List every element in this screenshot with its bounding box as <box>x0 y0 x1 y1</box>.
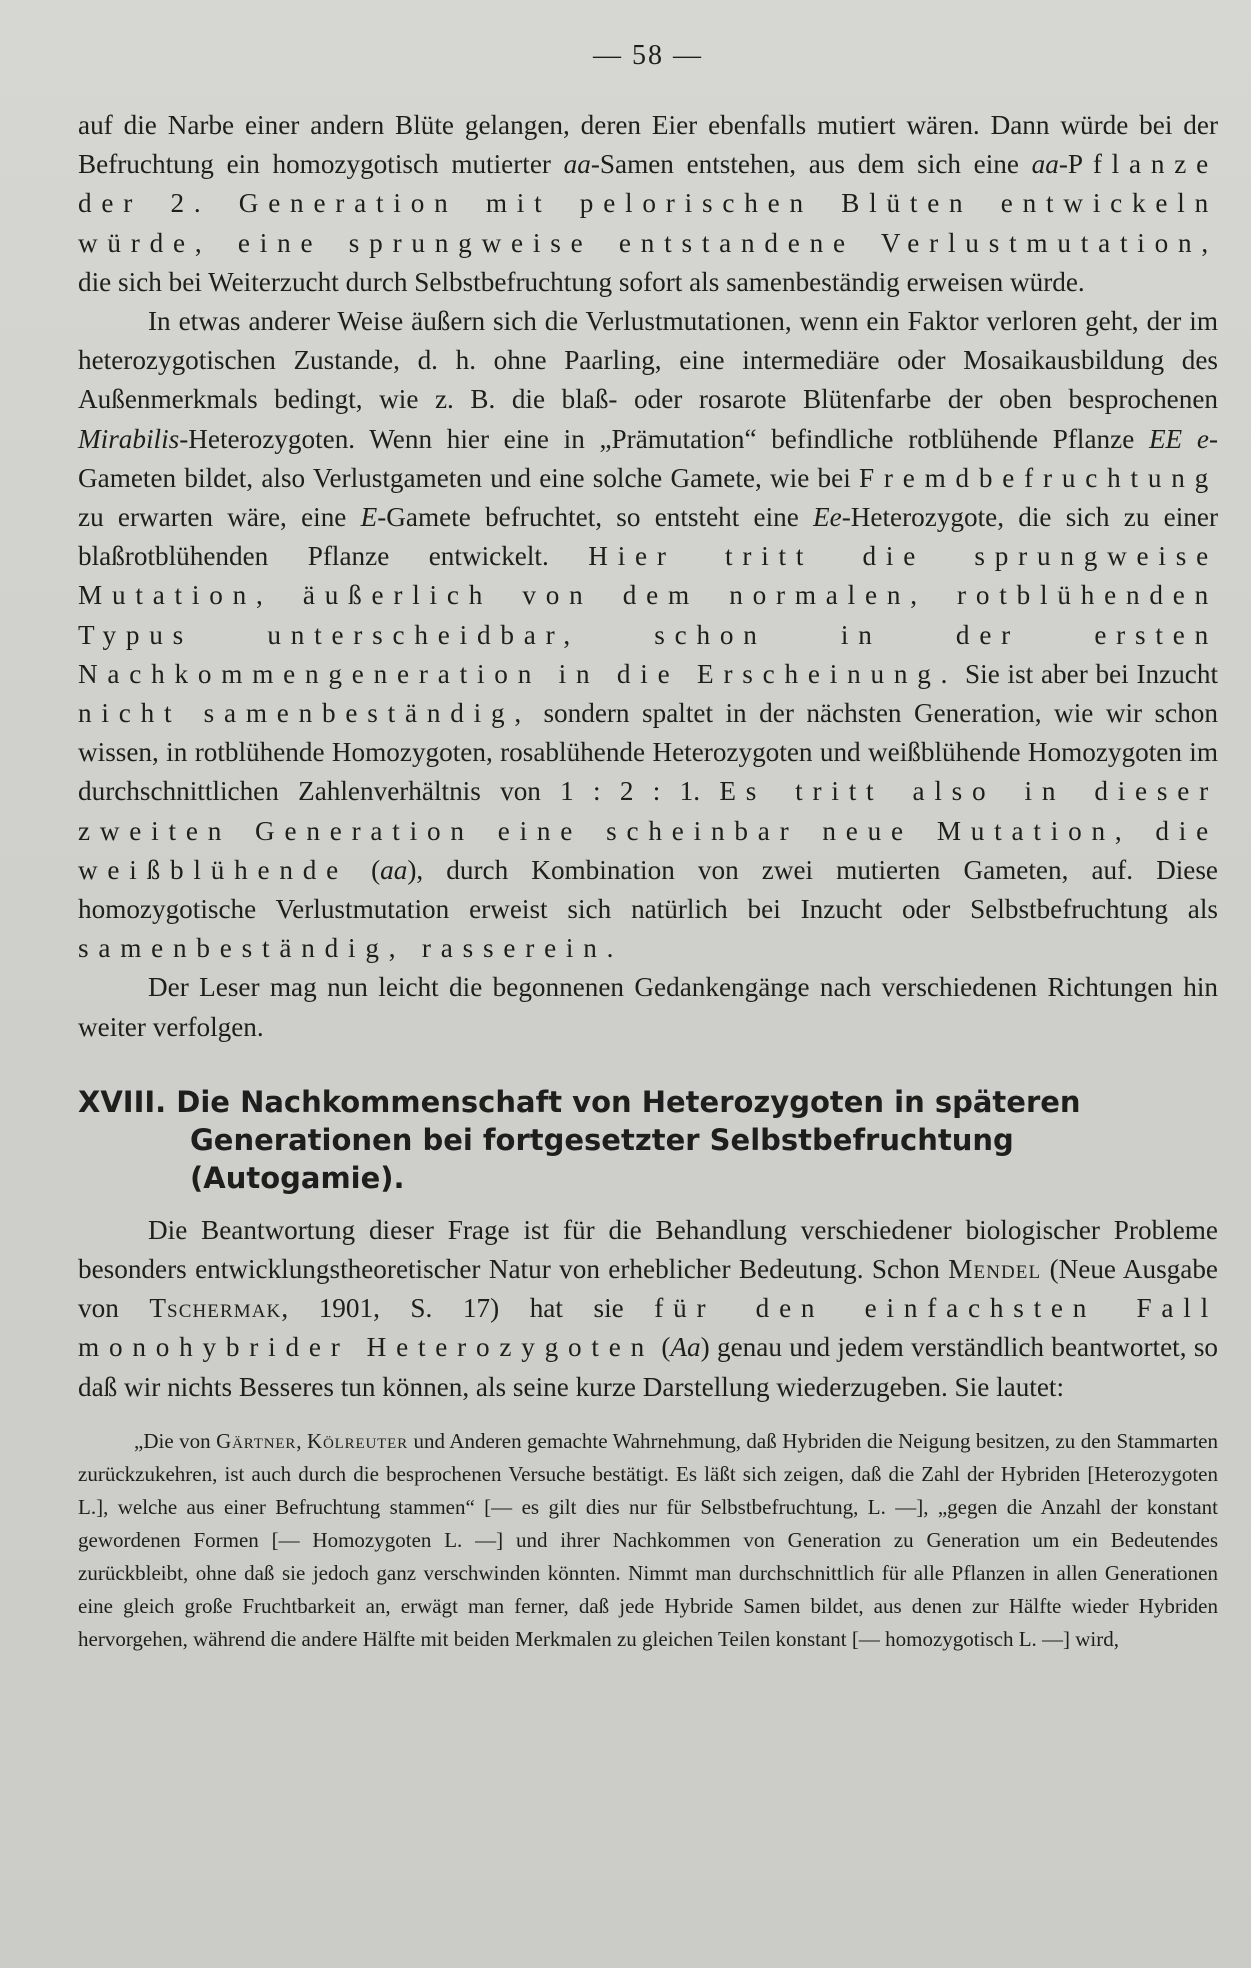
italic-run: aa <box>563 149 591 180</box>
italic-run: aa <box>380 854 408 885</box>
italic-run: Ee <box>813 502 842 533</box>
page-number: — 58 — <box>593 40 703 71</box>
text-run: -Gameten bildet, also Verlustgameten und eine solche Gamete, wie bei <box>78 423 1219 493</box>
italic-run: EE <box>1148 423 1183 454</box>
italic-run: aa <box>1031 149 1059 180</box>
spaced-emphasis: für den einfachsten Fall monohybrider Heterozygoten <box>78 1293 1218 1363</box>
text-run: „Die von <box>134 1428 217 1453</box>
paragraph-mendel-intro <box>78 1211 1218 1407</box>
text-run: (Neue Ausgabe von <box>78 1254 1218 1324</box>
text-run: , <box>296 1428 307 1453</box>
text-run: -Heterozygoten. Wenn hier eine in „Prämutation“ befindliche rotblühende Pflanze <box>179 423 1149 454</box>
text-run: die sich bei Weiterzucht durch Selbstbefruchtung sofort als samenbeständig erweisen würde. <box>78 266 1085 297</box>
section-heading: XVIII. Die Nachkommenschaft von Heterozygoten in späteren Generationen bei fortgesetzter Selbstbefruchtung (Autogamie). <box>78 1084 1081 1195</box>
italic-run: E <box>360 502 378 533</box>
text-run: sondern spaltet in der nächsten Generation, wie wir schon wissen, in rotblühende Homozygoten, rosablühende Heterozygoten und weißblühende Homozygoten im durchschnittlichen Zahlenverhältnis von 1 : 2 : 1. <box>78 698 1218 807</box>
text-run: ( <box>348 854 381 885</box>
author-name: Gärtner <box>216 1428 297 1453</box>
author-name: Mendel <box>948 1254 1042 1285</box>
spaced-emphasis: samenbeständig, rasserein. <box>78 933 624 964</box>
text-run: -Heterozygote, die sich zu einer blaßrotblühenden Pflanze entwickelt. <box>78 502 1218 572</box>
text-run: ), durch Kombination von zwei mutierten Gameten, auf. Diese homozygotische Verlustmutation erweist sich natürlich bei Inzucht oder Selbstbefruchtung als <box>78 854 1218 925</box>
text-run: - <box>1058 149 1068 180</box>
spaced-emphasis: Es tritt also in dieser zweiten Generation eine scheinbar neue Mutation, die weißblühende <box>78 776 1218 885</box>
italic-run: e <box>1196 423 1209 454</box>
text-run: zu erwarten wäre, eine <box>78 502 361 533</box>
text-run: -Samen entstehen, aus dem sich eine <box>590 149 1032 180</box>
text-run <box>1182 424 1197 454</box>
spaced-emphasis: Fremdbefruchtung <box>858 462 1218 493</box>
text-run: Die Beantwortung dieser Frage ist für die Behandlung verschiedener biologischer Probleme besonders entwicklungstheoretischer Natur von erheblicher Bedeutung. Schon <box>78 1214 1218 1285</box>
text-run: ( <box>654 1332 671 1363</box>
text-run: Sie ist aber bei Inzucht <box>957 658 1219 689</box>
italic-run: Mirabilis <box>78 423 180 454</box>
paragraph-reader-note <box>78 968 1218 1046</box>
text-run: und Anderen gemachte Wahrnehmung, daß Hybriden die Neigung besitzen, zu den Stammarten zurückzukehren, ist auch durch die besprochenen Versuche bestätigt. Es läßt sich zeigen, daß die Zahl der Hybriden [Heterozygoten L.], welche aus einer Befruchtung stammen“ [— es gilt dies nur für Selbstbefruchtung, L. —], „gegen die Anzahl der konstant gewordenen Formen [— Homozygoten L. —] und ihrer Nachkommen von Generation zu Generation um ein Bedeutendes zurückbleibt, ohne daß sie jedoch ganz verschwinden könnten. Nimmt man durchschnittlich für alle Pflanzen in allen Generationen eine gleich große Fruchtbarkeit an, erwägt man ferner, daß jede Hybride Samen bildet, aus denen zur Hälfte wieder Hybriden hervorgehen, während die andere Hälfte mit beiden Merkmalen zu gleichen Teilen konstant [— homozygotisch L. —] wird, <box>78 1428 1218 1651</box>
italic-run: Aa <box>670 1332 701 1363</box>
text-run: -Gamete befruchtet, so entsteht eine <box>377 502 814 533</box>
author-name: Kölreuter <box>306 1428 409 1453</box>
text-run: Der Leser mag nun leicht die begonnenen Gedankengänge nach verschiedenen Richtungen hin weiter verfolgen. <box>78 972 1218 1042</box>
text-run: , 1901, S. 17) hat sie <box>281 1293 655 1324</box>
spaced-emphasis: nicht samenbeständig, <box>78 698 531 729</box>
spaced-emphasis: Hier tritt die sprungweise Mutation, äußerlich von dem normalen, rotblühenden Typus unterscheidbar, schon in der ersten Nachkommengeneration in die Erscheinung. <box>78 541 1218 689</box>
text-run: auf die Narbe einer andern Blüte gelangen, deren Eier ebenfalls mutiert wären. Dann würde bei der Befruchtung ein homozygotisch mutierter <box>78 110 1218 180</box>
spaced-emphasis: Pflanze der 2. Generation mit pelorischen Blüten entwickeln würde, eine sprungweise entstandene Verlustmutation, <box>78 149 1218 258</box>
author-name: Tschermak <box>149 1293 282 1324</box>
text-run: ) genau und jedem verständlich beantwortet, so daß wir nichts Besseres tun können, als seine kurze Darstellung wiederzugeben. Sie lautet: <box>78 1332 1219 1402</box>
mendel-quote <box>78 1425 1218 1656</box>
text-run: In etwas anderer Weise äußern sich die Verlustmutationen, wenn ein Faktor verloren geht, der im heterozygotischen Zustande, d. h. ohne Paarling, eine intermediäre oder Mosaikausbildung des Außenmerkmals bedingt, wie z. B. die blaß- oder rosarote Blütenfarbe der oben besprochenen <box>78 306 1218 415</box>
paragraph-loss-mutations <box>78 302 1218 968</box>
paragraph-mutation-end <box>78 106 1218 302</box>
